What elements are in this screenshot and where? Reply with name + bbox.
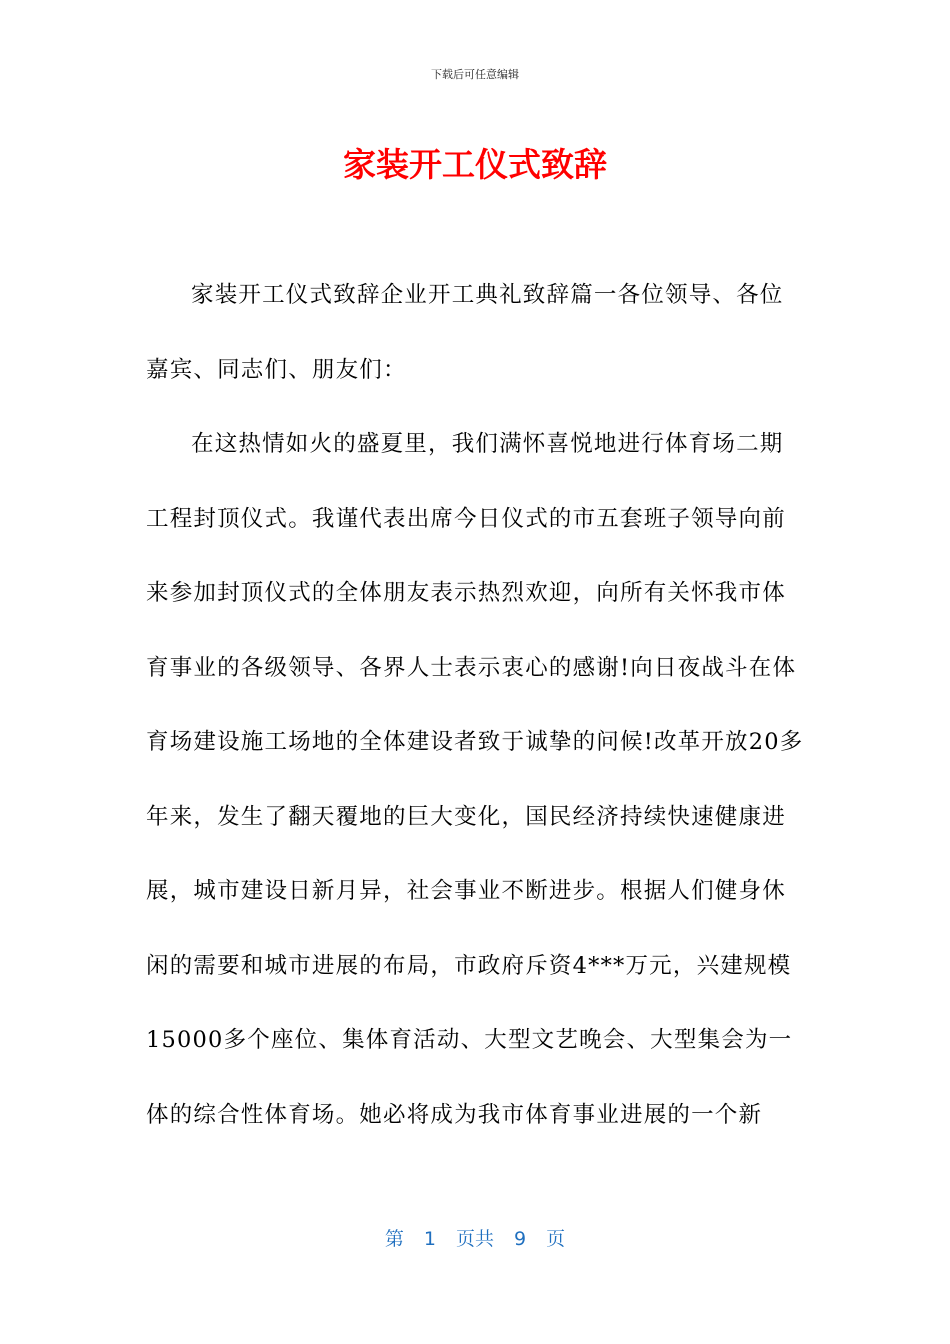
document-body — [146, 258, 804, 1152]
page-number-footer: 第 1 页共 9 页 — [384, 1228, 566, 1250]
paragraph-greeting: 家装开工仪式致辞企业开工典礼致辞篇一各位领导、各位嘉宾、同志们、朋友们： — [146, 282, 784, 383]
document-title: 家装开工仪式致辞 — [343, 145, 607, 184]
paragraph-main: 在这热情如火的盛夏里，我们满怀喜悦地进行体育场二期工程封顶仪式。我谨代表出席今日仪式的市五套班子领导向前来参加封顶仪式的全体朋友表示热烈欢迎，向所有关怀我市体育事业的各级领导、各界人士表示衷心的感谢!向日夜战斗在体育场建设施工场地的全体建设者致于诚挚的问候!改革开放20多年来，发生了翻天覆地的巨大变化，国民经济持续快速健康进展，城市建设日新月异，社会事业不断进步。根据人们健身休闲的需要和城市进展的布局，市政府斥资4***万元，兴建规模15000多个座位、集体育活动、大型文艺晚会、大型集会为一体的综合性体育场。她必将成为我市体育事业进展的一个新 — [146, 431, 804, 1128]
header-note: 下载后可任意编辑 — [431, 68, 519, 81]
